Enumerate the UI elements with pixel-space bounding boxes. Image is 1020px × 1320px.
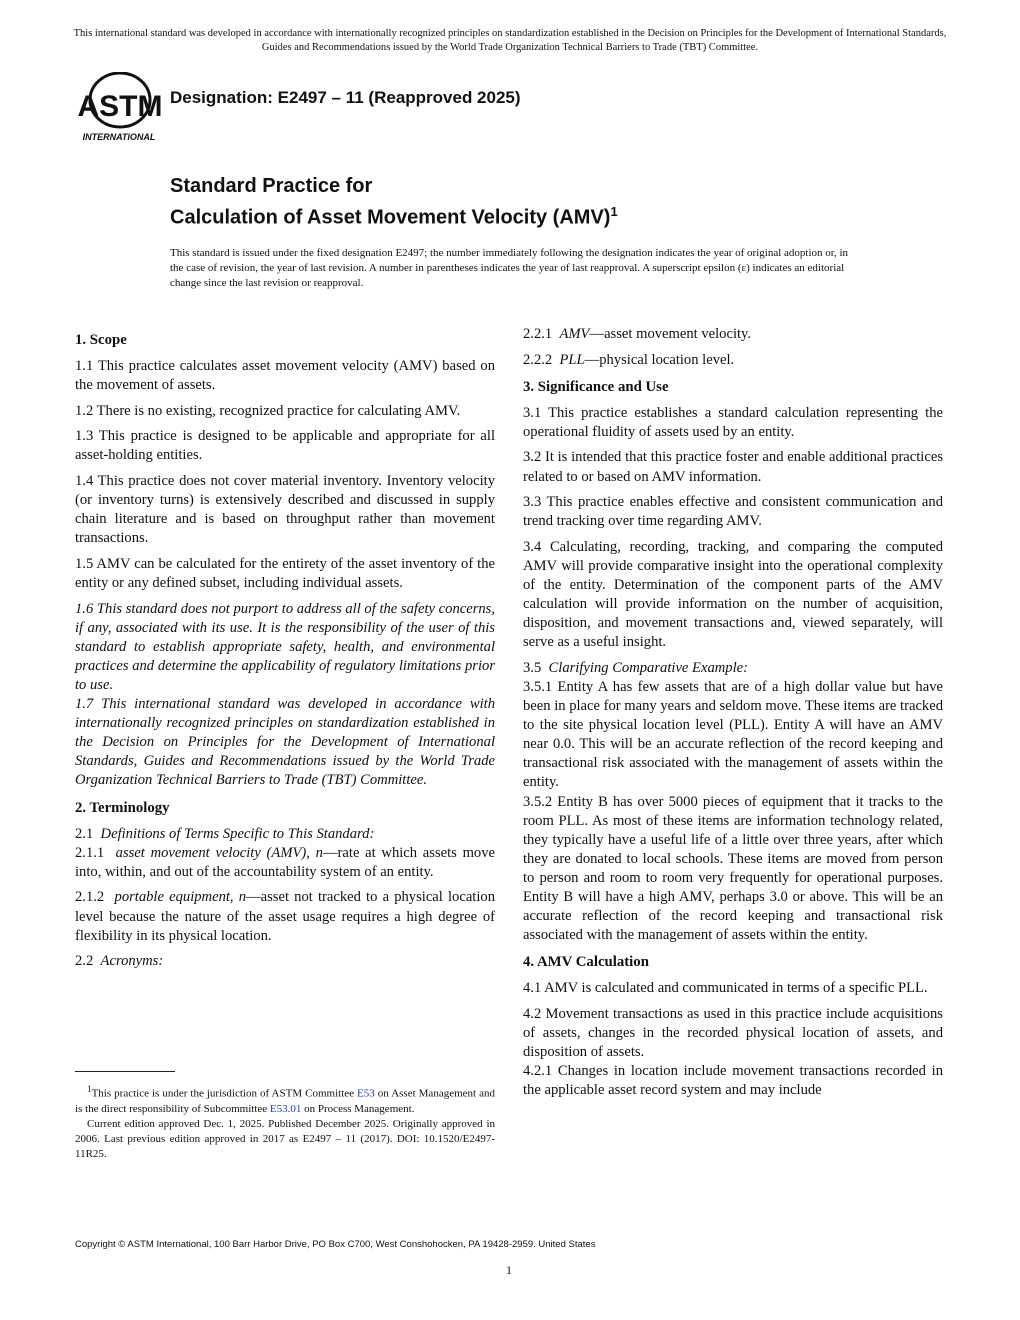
term: portable equipment, n	[114, 889, 247, 906]
paragraph-3-4: 3.4 Calculating, recording, tracking, and comparing the computed AMV will provide comparative insight into the operational complexity of the entity. Determination of the component parts of the AMV calculation will provide information on the number of acquisition, disposition, and movement transactions and, viewed separately, will serve as a useful insight.	[523, 538, 943, 651]
footnote-divider	[75, 1071, 175, 1072]
para-num: 2.1	[75, 825, 94, 842]
definition: —asset movement velocity.	[589, 326, 752, 342]
para-lead: Definitions of Terms Specific to This Standard:	[100, 825, 375, 842]
para-num: 2.2	[75, 953, 94, 970]
paragraph-2-2-1	[523, 325, 943, 344]
para-num: 2.2.1	[523, 326, 553, 342]
page-number: 1	[506, 1263, 512, 1277]
paragraph-1-3: 1.3 This practice is designed to be applicable and appropriate for all asset-holding entities.	[75, 428, 495, 464]
definition: —rate at which assets move into, within, and out of the accountability system of an entity.	[75, 844, 496, 880]
paragraph-1-4: 1.4 This practice does not cover material inventory. Inventory velocity (or inventory turns) is extensively described and discussed in supply chain literature and is based on throughput rather than movement transactions.	[75, 473, 495, 547]
paragraph-3-5-2: 3.5.2 Entity B has over 5000 pieces of equipment that it tracks to the room PLL. As most of these items are information technology related, they typically have a useful life of a little over three years, after which they are donated to local schools. These items are moved from person to person and room to room very frequently for operational purposes. Entity B will have a high AMV, perhaps 3.0 or above. This will be an accurate reflection of the record keeping and transactional risk associated with the management of assets within the entity.	[523, 793, 943, 944]
tbt-notice: This international standard was developed in accordance with internationally recognized principles on standardization established in the Decision on Principles for the Development of International Standards, Guides and Recommendations issued by the World Trade Organization Technical Barriers to Trade (TBT) Committee.	[73, 28, 947, 53]
paragraph-1-2: 1.2 There is no existing, recognized practice for calculating AMV.	[75, 402, 461, 419]
right-column	[523, 323, 943, 1107]
title-line-1: Standard Practice for	[170, 175, 373, 197]
paragraph-4-1: 4.1 AMV is calculated and communicated in terms of a specific PLL.	[523, 980, 928, 997]
document-title	[170, 173, 618, 231]
paragraph-3-2: 3.2 It is intended that this practice foster and enable additional practices related to or based on AMV information.	[523, 449, 943, 485]
svg-text:INTERNATIONAL: INTERNATIONAL	[82, 132, 156, 142]
footnote-jurisdiction	[75, 1082, 495, 1117]
title-text: Calculation of Asset Movement Velocity (AMV)	[170, 206, 611, 229]
section-heading-significance: 3. Significance and Use	[523, 378, 669, 395]
title-line-2	[170, 199, 618, 231]
paragraph-2-1	[75, 825, 495, 844]
definition: —physical location level.	[584, 351, 735, 368]
issued-note: This standard is issued under the fixed designation E2497; the number immediately following the designation indicates the year of original adoption or, in the case of revision, the year of last revision. A number in parentheses indicates the year of last reapproval. A superscript epsilon (ε) indicates an editorial change since the last revision or reapproval.	[170, 247, 849, 289]
copyright: Copyright © ASTM International, 100 Barr Harbor Drive, PO Box C700, West Conshohocken, PA 19428-2959. United States	[75, 1239, 596, 1250]
footnote-edition: Current edition approved Dec. 1, 2025. Published December 2025. Originally approved in 2006. Last previous edition approved in 2017 as E2497 – 11 (2017). DOI: 10.1520/E2497-11R25.	[75, 1117, 495, 1160]
para-lead: Acronyms:	[100, 953, 164, 970]
paragraph-2-2-2	[523, 351, 943, 370]
subcommittee-link[interactable]: E53.01	[269, 1102, 302, 1115]
para-num: 2.2.2	[523, 351, 553, 368]
paragraph-4-2: 4.2 Movement transactions as used in this practice include acquisitions of assets, changes in the recorded physical location of assets, and disposition of assets.	[523, 1006, 943, 1061]
footnote-text: on Asset Management and is the direct responsibility of Subcommittee	[75, 1087, 495, 1115]
paragraph-1-5: 1.5 AMV can be calculated for the entirety of the asset inventory of the entity or any defined subset, including individual assets.	[75, 555, 495, 592]
para-num: 2.1.1	[75, 844, 105, 861]
paragraph-1-6: 1.6 This standard does not purport to address all of the safety concerns, if any, associated with its use. It is the responsibility of the user of this standard to establish appropriate safety, health, and environmental practices and determine the applicability of regulatory limitations prior to use.	[75, 600, 495, 693]
para-num: 2.1.2	[75, 889, 105, 906]
paragraph-2-2	[75, 952, 495, 971]
section-heading-scope: 1. Scope	[75, 332, 127, 348]
left-column	[75, 323, 495, 978]
term: AMV	[559, 326, 590, 342]
paragraph-3-1: 3.1 This practice establishes a standard calculation representing the operational fluidity of assets used by an entity.	[523, 404, 943, 440]
footnote-mark: 1	[610, 204, 618, 219]
paragraph-3-3: 3.3 This practice enables effective and consistent communication and trend tracking over time regarding AMV.	[523, 494, 943, 530]
paragraph-2-1-2	[75, 888, 495, 945]
designation: Designation: E2497 – 11 (Reapproved 2025)	[170, 88, 521, 107]
para-num: 3.5	[523, 659, 542, 676]
section-heading-amv-calculation: 4. AMV Calculation	[523, 954, 649, 971]
paragraph-3-5-1: 3.5.1 Entity A has few assets that are of a high dollar value but have been in place for many years and seldom move. These items are tracked to the site physical location level (PLL). Entity A will have an AMV near 0.0. This will be an accurate reflection of the record keeping and transactional risk associated with the management of assets within the entity.	[523, 679, 943, 791]
paragraph-3-5	[523, 659, 943, 678]
section-heading-terminology: 2. Terminology	[75, 799, 170, 816]
definition: —asset not tracked to a physical location level because the nature of the asset usage requires a high degree of flexibility in its physical location.	[75, 889, 496, 944]
footnote	[75, 1082, 495, 1162]
term: asset movement velocity (AMV), n	[115, 844, 323, 861]
paragraph-1-1: 1.1 This practice calculates asset movement velocity (AMV) based on the movement of assets.	[75, 358, 495, 394]
footnote-text: on Process Management.	[301, 1102, 415, 1115]
astm-logo	[76, 72, 162, 142]
paragraph-4-2-1: 4.2.1 Changes in location include movement transactions recorded in the applicable asset record system and may include	[523, 1063, 943, 1099]
footnote-text: This practice is under the jurisdiction of ASTM Committee	[91, 1087, 358, 1100]
para-lead: Clarifying Comparative Example:	[548, 659, 748, 676]
paragraph-2-1-1	[75, 844, 495, 882]
committee-link[interactable]: E53	[357, 1087, 375, 1100]
term: PLL	[559, 351, 585, 368]
footnote-mark: 1	[87, 1084, 92, 1094]
paragraph-1-7: 1.7 This international standard was developed in accordance with internationally recognized principles on standardization established in the Decision on Principles for the Development of International Standards, Guides and Recommendations issued by the World Trade Organization Technical Barriers to Trade (TBT) Committee.	[75, 696, 495, 789]
svg-text:ASTM: ASTM	[77, 90, 162, 123]
